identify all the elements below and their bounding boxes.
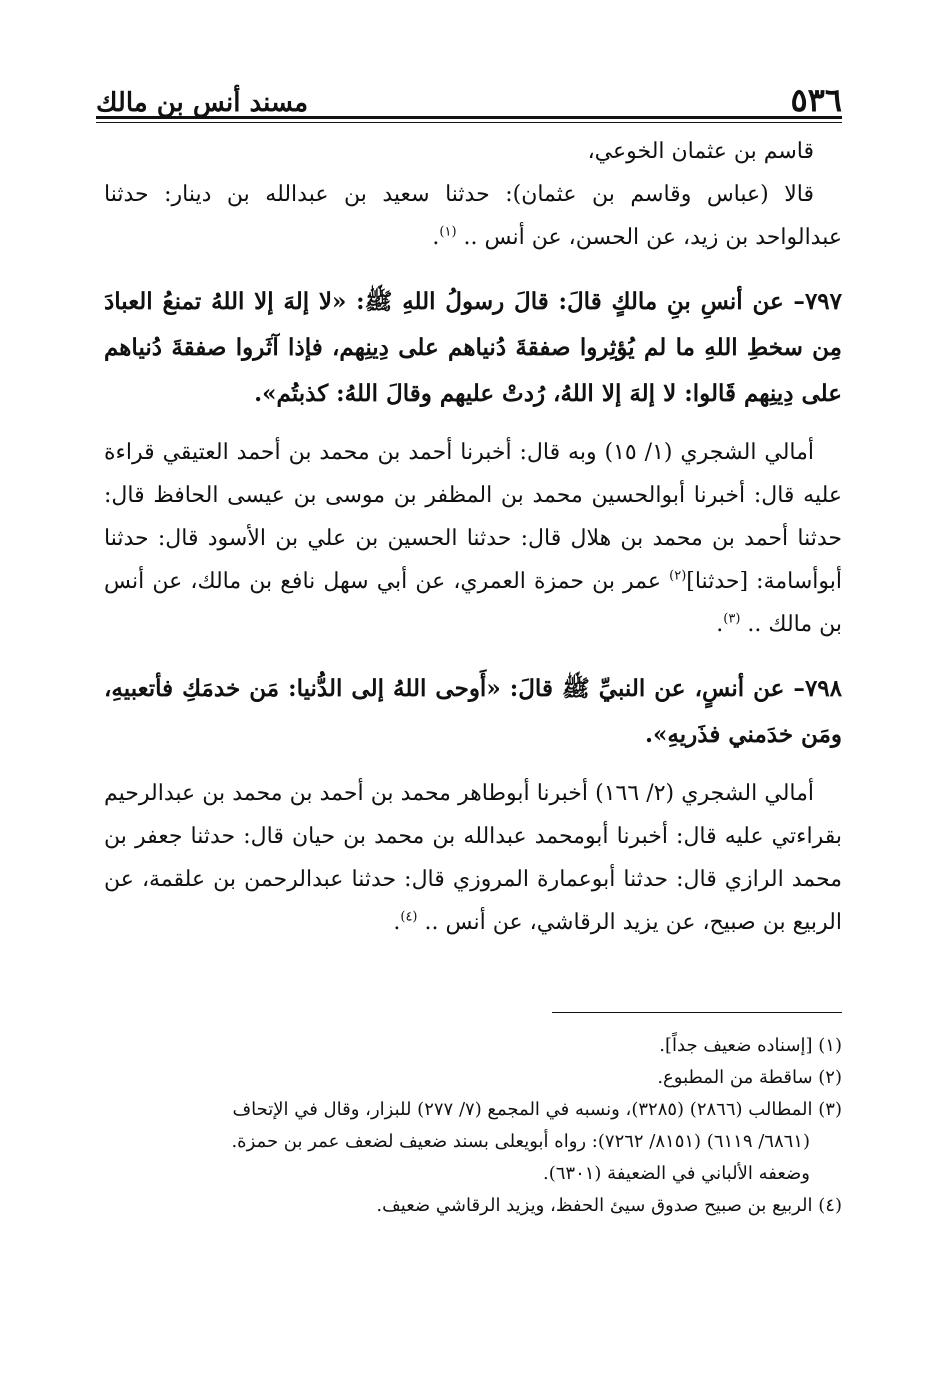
footnote-separator [552, 1012, 842, 1013]
page-number: ٥٣٦ [790, 81, 842, 119]
footnote-ref-1: (١) [439, 224, 457, 240]
period: . [716, 612, 724, 637]
footnote-3: (٣) المطالب (٢٨٦٦) (٣٢٨٥)، ونسبه في المجمع (٧/ ٢٧٧) للبزار، وقال في الإتحاف [232, 1099, 842, 1120]
footnote-3-line-2: (٦٨٦١/ ٦١١٩) (٨١٥١/ ٧٢٦٢): رواه أبويعلى بسند ضعيف لضعف عمر بن حمزة. [231, 1131, 810, 1152]
period: . [432, 225, 440, 250]
hadith-798: ٧٩٨– عن أنسٍ، عن النبيِّ ﷺ قالَ: «أَوحى اللهُ إلى الدُّنيا: مَن خدمَكِ فأتعبيهِ، ومَن خدَمني فذَريهِ». [104, 675, 842, 748]
paragraph-source-797 [104, 431, 842, 646]
paragraph-source-798 [104, 772, 842, 944]
page-header [96, 72, 842, 119]
footnote-4: (٤) الربيع بن صبيح صدوق سيئ الحفظ، ويزيد الرقاشي ضعيف. [376, 1195, 842, 1216]
footnote-3-line-3: وضعفه الألباني في الضعيفة (٦٣٠١). [543, 1163, 810, 1184]
footnote-ref-2: (٢) [669, 568, 687, 584]
paragraph-narrator-line: قاسم بن عثمان الخوعي، [587, 139, 814, 164]
footnotes [104, 1030, 842, 1222]
footnote-ref-4: (٤) [400, 909, 418, 925]
footnote-1: (١) [إسناده ضعيف جداً]. [659, 1035, 842, 1056]
source-text-b: عمر بن حمزة العمري، عن أبي سهل نافع بن مالك، عن أنس بن مالك .. [104, 569, 842, 637]
footnote-ref-3: (٣) [723, 611, 741, 627]
footnote-2: (٢) ساقطة من المطبوع. [657, 1067, 842, 1088]
paragraph-isnad-1 [104, 173, 842, 259]
running-title: مسند أنس بن مالك [96, 88, 309, 118]
source-text-a: أمالي الشجري (١/ ١٥) وبه قال: أخبرنا أحمد بن محمد بن أحمد العتيقي قراءة عليه قال: أخبرنا أبوالحسين محمد بن المظفر بن موسى بن عيسى الحافظ قال: حدثنا أحمد بن محمد بن هلال قال: حدثنا الحسين بن علي بن الأسود قال: حدثنا أبوأسامة: [حدثنا] [104, 440, 842, 594]
header-rule [96, 116, 842, 123]
hadith-797: ٧٩٧– عن أنسِ بنِ مالكٍ قالَ: قالَ رسولُ اللهِ ﷺ: «لا إلهَ إلا اللهُ تمنعُ العبادَ مِن سخطِ اللهِ ما لم يُؤثِروا صفقةَ دُنياهم على دِينِهم، فإذا آثَروا صفقةَ دُنياهم على دِينِهم قَالوا: لا إلهَ إلا اللهُ، رُدتْ عليهم وقالَ اللهُ: كذبتُم». [104, 288, 842, 407]
period: . [393, 910, 401, 935]
source-text: أمالي الشجري (٢/ ١٦٦) أخبرنا أبوطاهر محمد بن أحمد بن محمد بن عبدالرحيم بقراءتي عليه قال: أخبرنا أبومحمد عبدالله بن محمد بن حيان قال: حدثنا جعفر بن محمد الرازي قال: حدثنا أبوعمارة المروزي قال: حدثنا عبدالرحمن بن علقمة، عن الربيع بن صبيح، عن يزيد الرقاشي، عن أنس .. [104, 781, 842, 935]
isnad-text: قالا (عباس وقاسم بن عثمان): حدثنا سعيد بن عبدالله بن دينار: حدثنا عبدالواحد بن زيد، عن الحسن، عن أنس .. [104, 182, 842, 250]
main-text [104, 130, 842, 944]
